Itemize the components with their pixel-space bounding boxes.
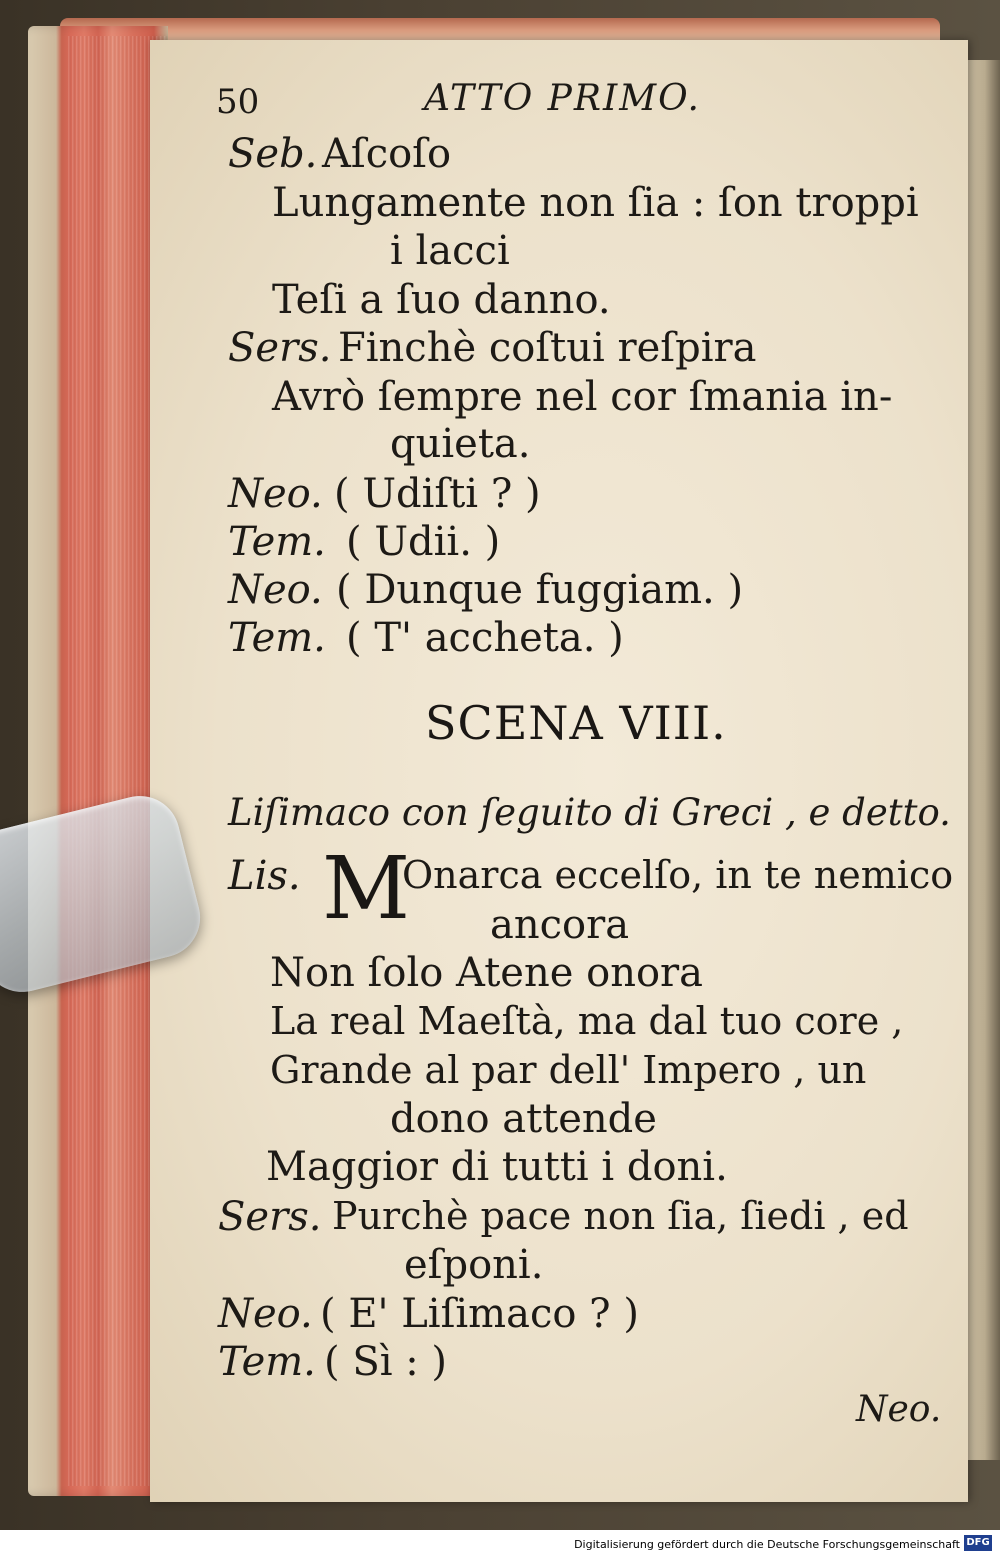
verse-line: Lungamente non ſia : ſon troppi [272,180,919,226]
verse-line: La real Maeſtà, ma dal tuo core , [270,999,904,1043]
speaker-label: Seb. [228,131,318,177]
verse-line: i lacci [390,228,510,274]
verse-line: quieta. [390,421,531,467]
speaker-label: Neo. [218,1291,313,1337]
verse-line: Non ſolo Atene onora [270,950,704,996]
speaker-label: Tem. [228,615,326,661]
verse-line: ancora [490,902,630,948]
scene-title: SCENA VIII. [425,696,727,750]
verse-line: Finchè coſtui reſpira [338,325,757,371]
verse-line: ( Udii. ) [346,519,501,565]
stage-direction: Liſimaco con ſeguito di Greci , e detto. [228,791,951,834]
verse-line: Grande al par dell' Impero , un [270,1048,867,1092]
running-head-title: ATTO PRIMO. [424,78,701,119]
verse-line: Aſcoſo [322,131,452,177]
verse-line: ( T' accheta. ) [346,615,624,661]
verse-line: Avrò ſempre nel cor ſmania in- [272,374,893,420]
speaker-label: Tem. [218,1339,316,1385]
verse-line: ( Dunque fuggiam. ) [336,567,744,613]
footer-bar [0,1530,1000,1559]
verse-line: ( Udiſti ? ) [334,471,541,517]
book-page-edges [28,26,168,1496]
speaker-label: Sers. [228,325,332,371]
running-head [216,78,716,122]
verse-line: eſponi. [404,1242,544,1288]
verse-line: Purchè pace non ſia, ſiedi , ed [332,1194,909,1238]
verse-line: ( E' Liſimaco ? ) [320,1291,639,1337]
verse-line: Onarca eccelſo, in te nemico [402,853,954,897]
book-page [150,40,968,1502]
verse-line: ( Sì : ) [324,1339,448,1385]
dfg-logo: DFG [964,1535,992,1551]
speaker-label: Tem. [228,519,326,565]
verse-line: dono attende [390,1096,657,1142]
verse-line: Maggior di tutti i doni. [266,1144,728,1190]
speaker-label: Sers. [218,1194,322,1240]
verse-line: Teſi a ſuo danno. [272,277,611,323]
page-number: 50 [216,82,260,122]
speaker-label: Lis. [228,853,301,899]
drop-cap: M [322,839,411,939]
speaker-label: Neo. [228,471,323,517]
funding-credit: Digitalisierung gefördert durch die Deutsche Forschungsgemeinschaft [574,1538,960,1551]
speaker-label: Neo. [228,567,323,613]
catchword: Neo. [856,1389,942,1430]
